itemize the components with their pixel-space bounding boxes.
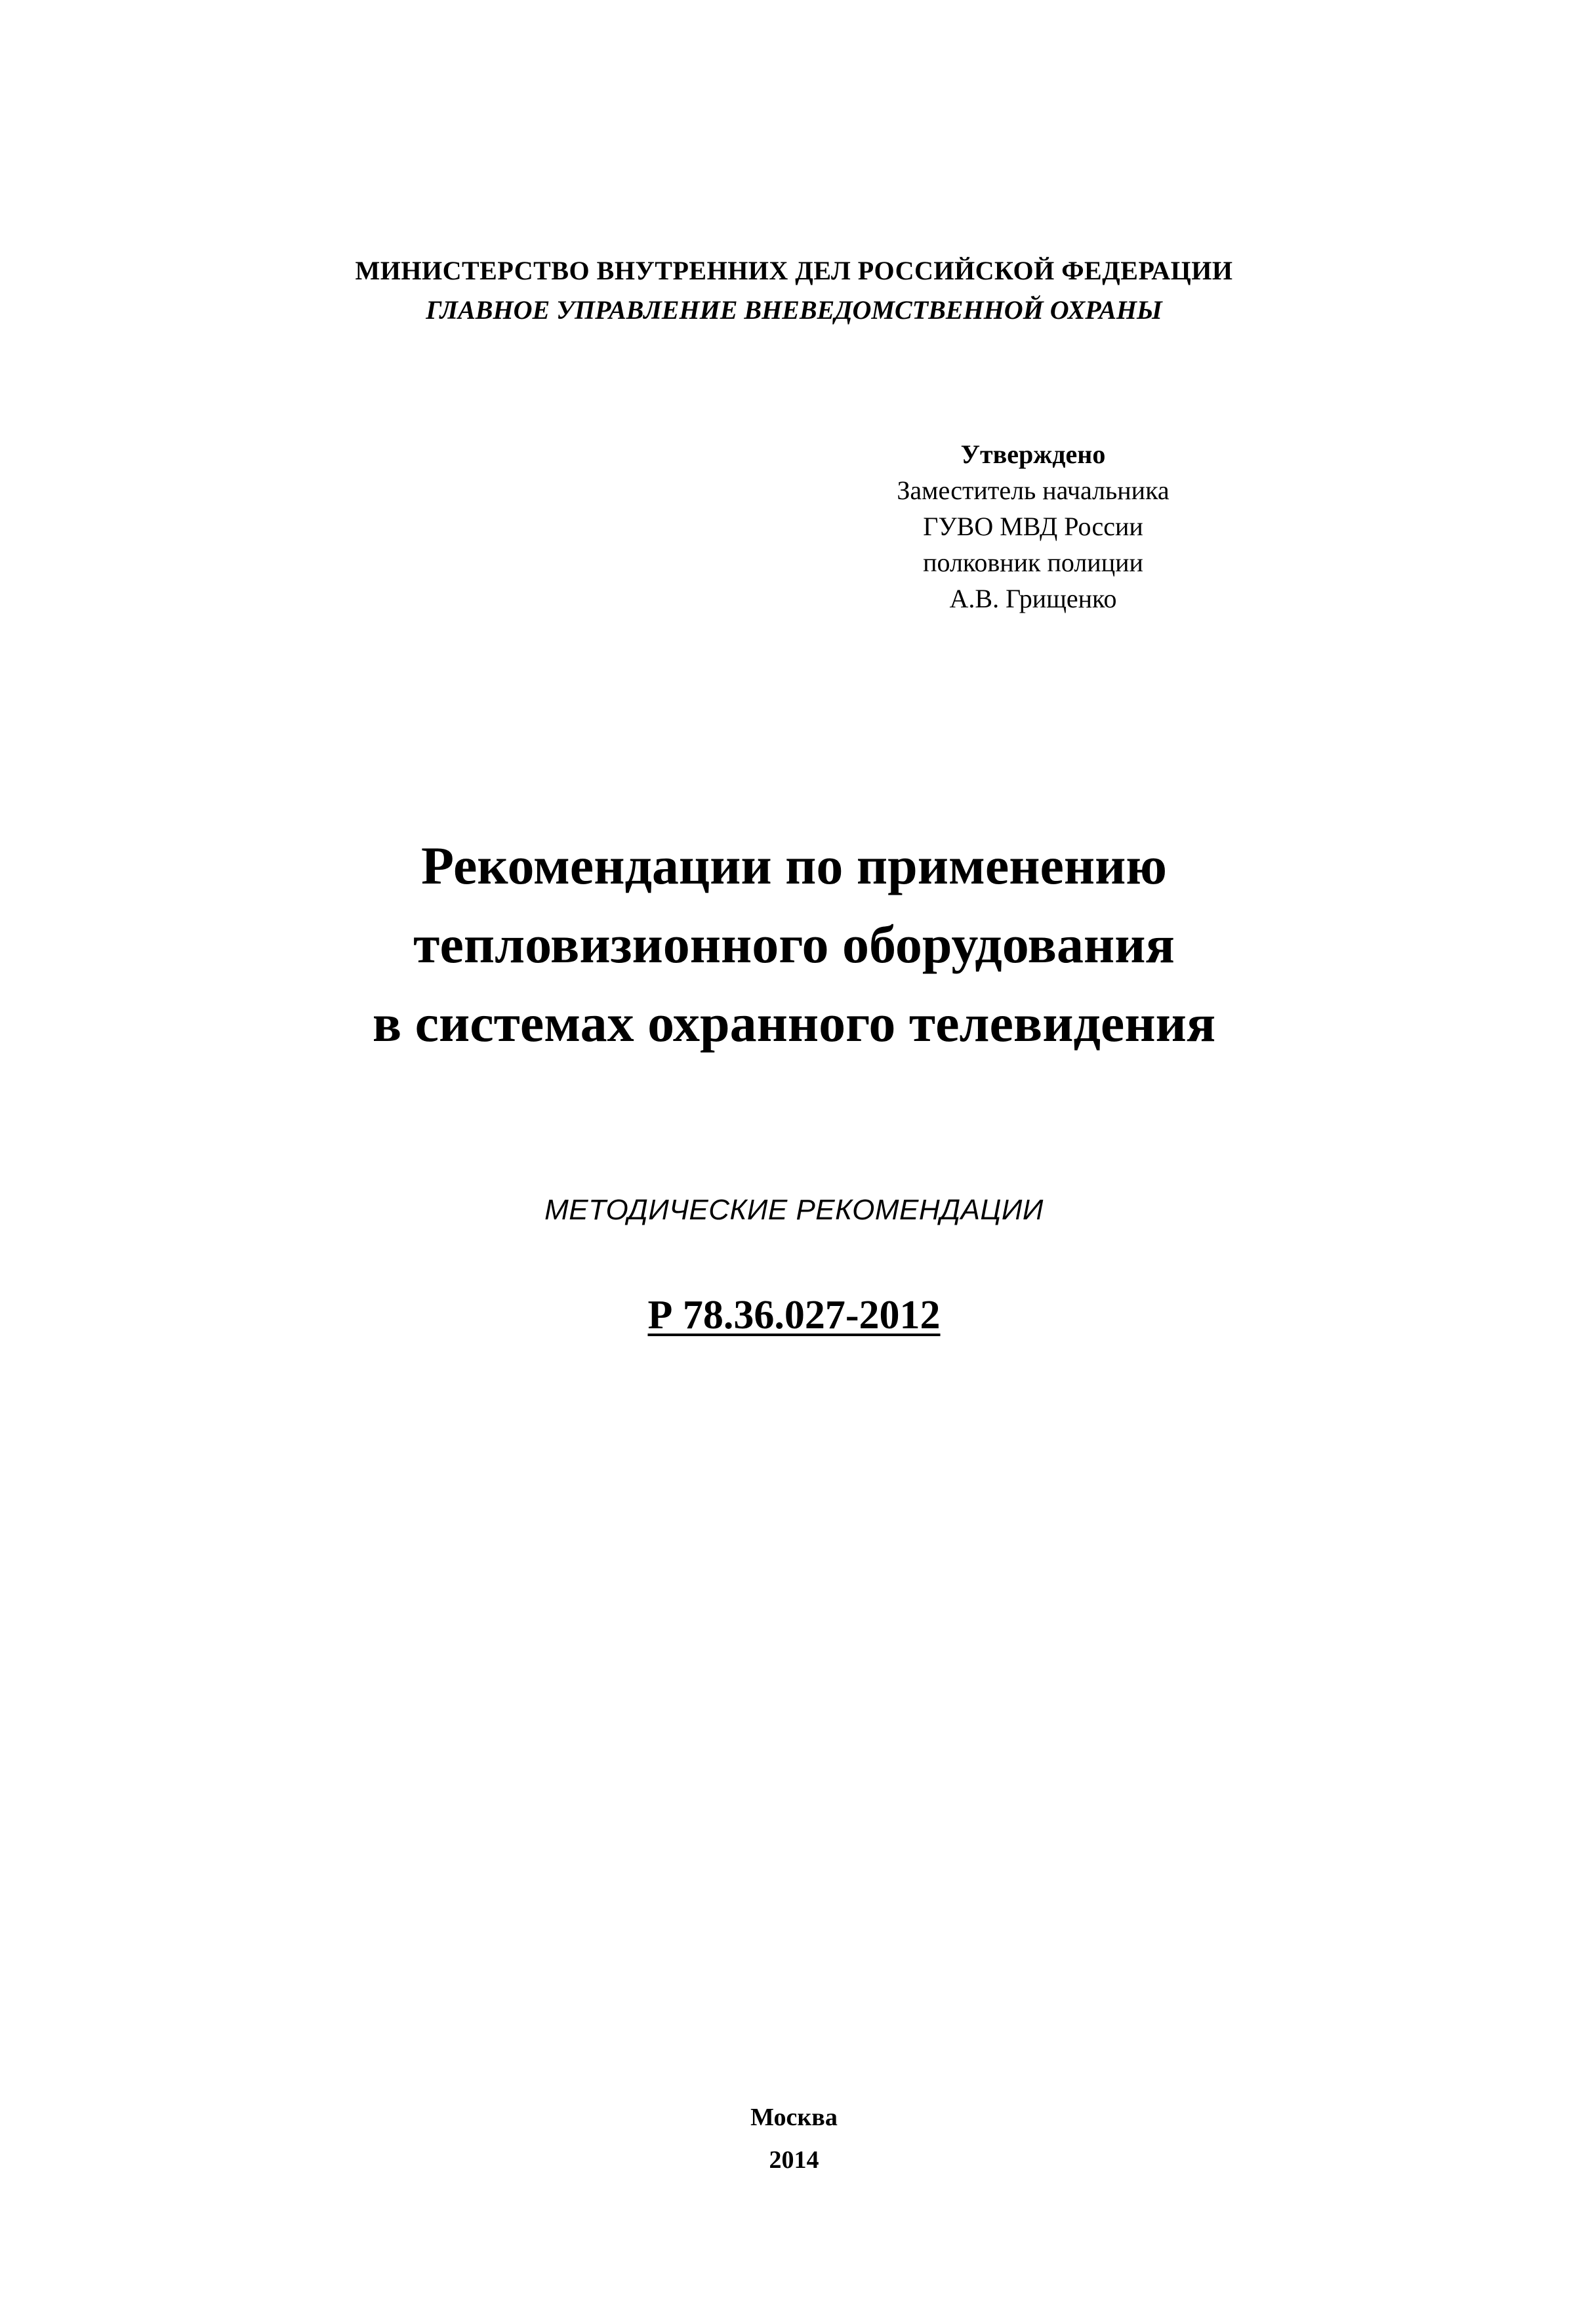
title-line-3: в системах охранного телевидения xyxy=(372,993,1216,1053)
approval-block xyxy=(754,436,1312,617)
publication-city: Москва xyxy=(750,2104,838,2131)
title-line-2: тепловизионного оборудования xyxy=(413,914,1175,974)
document-code-container xyxy=(0,1289,1588,1341)
approver-organization: ГУВО МВД России xyxy=(923,512,1143,541)
publication-year: 2014 xyxy=(769,2146,819,2174)
title-line-1: Рекомендации по применению xyxy=(420,836,1168,895)
approver-name: А.В. Грищенко xyxy=(949,584,1117,613)
ministry-name: МИНИСТЕРСТВО ВНУТРЕННИХ ДЕЛ РОССИЙСКОЙ ФЕДЕРАЦИИ xyxy=(355,256,1233,285)
approval-heading: Утверждено xyxy=(960,439,1106,469)
document-type: МЕТОДИЧЕСКИЕ РЕКОМЕНДАЦИИ xyxy=(544,1194,1044,1226)
department-name: ГЛАВНОЕ УПРАВЛЕНИЕ ВНЕВЕДОМСТВЕННОЙ ОХРАНЫ xyxy=(426,295,1162,325)
approver-position: Заместитель начальника xyxy=(897,476,1170,505)
document-title xyxy=(0,826,1588,1063)
document-code: Р 78.36.027-2012 xyxy=(647,1293,941,1337)
approver-rank: полковник полиции xyxy=(923,548,1143,577)
